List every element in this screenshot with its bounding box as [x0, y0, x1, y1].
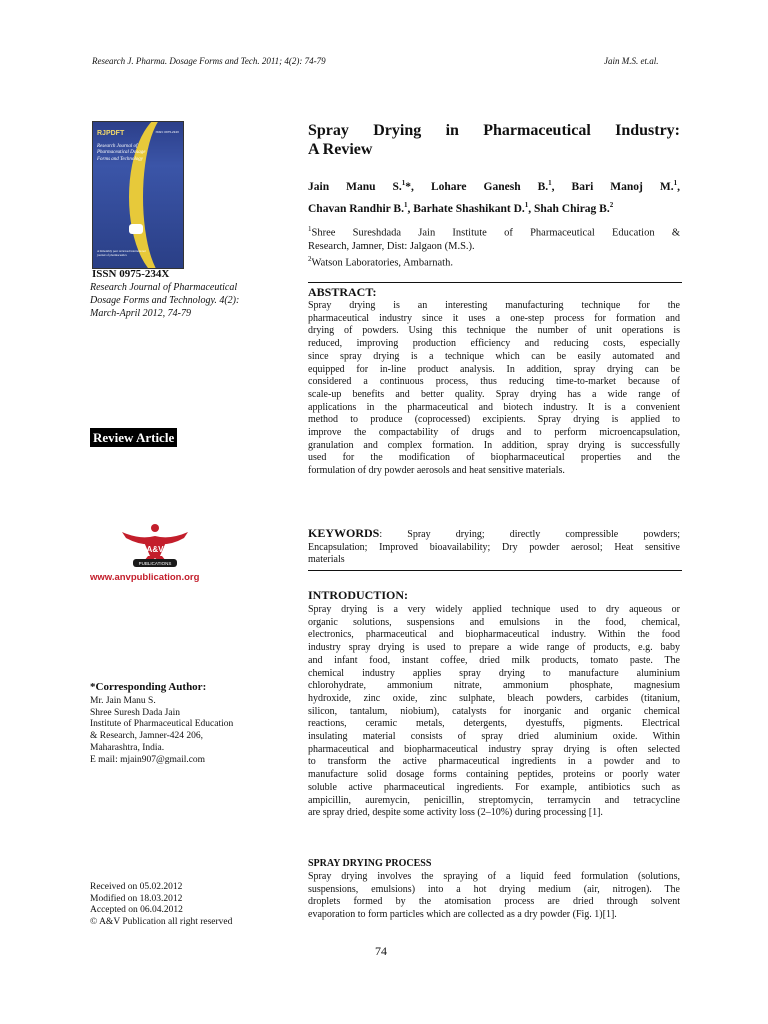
intro-line: chlorohydrate, ammonium nitrate, ammonium phosphate, magnesium: [308, 680, 680, 692]
keywords-text: : Spray drying; directly compressible powders;: [379, 529, 680, 540]
abstract-line: granulation and complex formation. In addition, spray drying is successfully: [308, 439, 680, 451]
keywords-label: KEYWORDS: [308, 526, 380, 540]
page-number: 74: [375, 944, 387, 958]
cover-title: Research Journal of Pharmaceutical Dosage Forms and Technology: [97, 144, 146, 162]
journal-citation-line: March-April 2012, 74-79: [90, 308, 192, 319]
keywords-line: Encapsulation; Improved bioavailability; Dry powder aerosol; Heat sensitive: [308, 541, 680, 553]
sdp-line: suspensions, emulsions) into a hot drying medium (air, nitrogen). The: [308, 883, 680, 895]
corresponding-author-line: Maharashtra, India.: [90, 742, 165, 753]
intro-line: and infant food, instant coffee, dried milk products, tomato paste. The: [308, 654, 680, 666]
section-divider: [308, 282, 682, 283]
running-header-authors: Jain M.S. et.al.: [604, 56, 659, 66]
author-name: , Shah Chirag B.: [528, 202, 610, 215]
affiliation-mark: 1: [524, 200, 529, 209]
article-type-badge: Review Article: [90, 428, 177, 447]
abstract-line: Spray drying is an interesting manufacturing technique for the: [308, 300, 680, 311]
abstract-heading: ABSTRACT:: [308, 285, 377, 299]
publisher-logo-text: A&V: [146, 545, 164, 554]
date-modified: Modified on 18.03.2012: [90, 893, 183, 904]
cover-issn: ISSN: 0975-234X: [155, 130, 179, 134]
publisher-logo-subtext: PUBLICATIONS: [138, 561, 172, 566]
article-title-line: Spray Drying in Pharmaceutical Industry:: [308, 122, 680, 139]
corresponding-author-line: Mr. Jain Manu S.: [90, 696, 156, 706]
issn-label: ISSN 0975-234X: [92, 268, 170, 280]
author-name: , Bari Manoj M.: [551, 180, 674, 193]
journal-citation-line: Research Journal of Pharmaceutical: [90, 282, 238, 293]
abstract-line: applications in the pharmaceutical and biotech industry. It is a convenient: [308, 401, 680, 413]
abstract-line: drying of powders. Using this technique the number of unit operations is: [308, 325, 680, 337]
intro-line: ampicillin, auremycin, penicillin, streptomycin, terramycin and tetracycline: [308, 794, 680, 806]
publisher-url[interactable]: www.anvpublication.org: [90, 572, 200, 583]
affiliation-text: Watson Laboratories, Ambarnath.: [311, 257, 453, 268]
author-name: , Lohare Ganesh B.: [411, 180, 549, 193]
intro-line: industry spray drying is used to prepare a wide range of products, e.g. baby: [308, 642, 680, 654]
corresponding-author-line: Shree Suresh Dada Jain: [90, 707, 180, 718]
corresponding-mark: *: [405, 180, 412, 193]
affiliation-mark: 1: [403, 200, 408, 209]
author-line: [308, 174, 680, 196]
cover-logo: RJPDFT: [97, 130, 125, 137]
article-title-line: A Review: [308, 141, 373, 158]
affiliation-mark: 1: [548, 179, 552, 187]
intro-line: electronics, pharmaceutical and biopharmaceutical industry. Within the food: [308, 629, 680, 641]
intro-line: organic solutions, suspensions and emulsions in the food, chemical,: [308, 616, 680, 628]
journal-cover-image: [92, 121, 184, 269]
author-name: Jain Manu S.: [308, 180, 402, 193]
corresponding-author-heading: *Corresponding Author:: [90, 681, 207, 693]
intro-line: insulating material consists of spray dried aluminium oxide. Within: [308, 731, 680, 743]
sdp-line: Spray drying involves the spraying of a liquid feed formulation (solutions,: [308, 871, 680, 882]
affiliation-mark: 1: [673, 179, 678, 187]
cover-footer: A bimonthly peer reviewed international journal of pharmaceutics: [97, 249, 146, 257]
affiliation-mark: 1: [308, 225, 312, 233]
affiliation-text: Shree Sureshdada Jain Institute of Pharmaceutical Education &: [311, 227, 680, 239]
abstract-body: [308, 300, 680, 478]
author-name: , Barhate Shashikant D.: [407, 202, 525, 215]
article-title: [308, 121, 680, 159]
abstract-line: scale-up benefits and better quality. Spray drying has a wide range of: [308, 388, 680, 400]
intro-line: reactions, ceramic metals, detergents, dyestuffs, pigments. Electrical: [308, 718, 680, 730]
corresponding-author-details: [90, 696, 275, 766]
journal-citation-line: Dosage Forms and Technology. 4(2):: [90, 295, 240, 306]
affiliation-line: Research, Jamner, Dist: Jalgaon (M.S.).: [308, 240, 475, 252]
abstract-line: equipped for in-line product analysis. In addition, spray drying can be: [308, 363, 680, 375]
spray-drying-process-heading: SPRAY DRYING PROCESS: [308, 858, 432, 869]
intro-line: soluble active pharmaceutical ingredients. For example, antibiotics such as: [308, 781, 680, 793]
running-header-citation: Research J. Pharma. Dosage Forms and Tech. 2011; 4(2): 74-79: [92, 56, 326, 66]
corresponding-author-email[interactable]: E mail: mjain907@gmail.com: [90, 754, 206, 765]
keywords-line: materials: [308, 554, 345, 566]
sdp-line: droplets formed by the atomisation process are dried through solvent: [308, 896, 680, 908]
corresponding-author-line: & Research, Jamner-424 206,: [90, 731, 203, 742]
spray-drying-process-body: [308, 871, 680, 922]
author-separator: ,: [677, 180, 680, 193]
corresponding-author-line: Institute of Pharmaceutical Education: [90, 719, 234, 730]
abstract-line: formulation of dry powder aerosols and heat sensitive materials.: [308, 465, 565, 477]
date-accepted: Accepted on 06.04.2012: [90, 905, 183, 916]
intro-line: chemical industry applies spray drying to manufacture aluminium: [308, 667, 680, 679]
intro-line: hydroxide, zinc oxide, zinc sulphate, bleach powders, carbides (titanium,: [308, 692, 680, 704]
abstract-line: improve the compactability of drugs and to perform microencapsulation,: [308, 427, 680, 439]
section-divider: [308, 570, 682, 571]
introduction-body: [308, 604, 680, 820]
affiliation-mark: 2: [609, 200, 614, 209]
introduction-heading: INTRODUCTION:: [308, 588, 409, 602]
intro-line: are spray dried, despite some activity loss (2–10%) during processing [1].: [308, 807, 603, 819]
abstract-line: reduced, improving production efficiency and reducing costs, especially: [308, 338, 680, 350]
affiliation-mark: 2: [308, 254, 312, 263]
sdp-line: evaporation to form particles which are collected as a dry powder (Fig. 1)[1].: [308, 909, 617, 921]
intro-line: manufacture solid dosage forms containing peptides, proteins or poorly water: [308, 769, 680, 781]
abstract-line: since spray drying is a technique which can be easily automated and: [308, 350, 680, 362]
article-dates: [90, 882, 275, 929]
cover-emblem-icon: [129, 224, 143, 234]
author-line: [308, 200, 614, 215]
keywords-block: [308, 527, 680, 567]
affiliation-line: [308, 223, 680, 240]
intro-line: to transform the active pharmaceutical ingredients in a powder and to: [308, 756, 680, 768]
affiliation-line: [308, 253, 680, 270]
intro-line: silicon, tantalum, niobium), catalysts for inorganic and organic chemical: [308, 705, 680, 717]
journal-citation: [90, 281, 270, 320]
intro-line: pharmaceutical and biopharmaceutical industry spray drying is often selected: [308, 743, 680, 755]
date-received: Received on 05.02.2012: [90, 882, 183, 892]
keywords-line: [308, 527, 680, 542]
affiliations: [308, 223, 680, 269]
author-name: Chavan Randhir B.: [308, 202, 404, 215]
abstract-line: used for the modification of biopharmaceutical properties and the: [308, 452, 680, 464]
abstract-line: method to produce (coprocessed) excipients. Spray drying is applied to: [308, 414, 680, 426]
abstract-line: considered a continuous process, thus reducing time-to-market because of: [308, 376, 680, 388]
affiliation-mark: 1: [401, 179, 406, 187]
author-list: [308, 174, 680, 218]
publisher-logo-icon: [100, 522, 210, 570]
intro-line: Spray drying is a very widely applied technique used to dry aqueous or: [308, 604, 680, 615]
abstract-line: pharmaceutical industry since it uses a one-step process for formation and: [308, 312, 680, 324]
copyright-notice: © A&V Publication all right reserved: [90, 917, 233, 928]
